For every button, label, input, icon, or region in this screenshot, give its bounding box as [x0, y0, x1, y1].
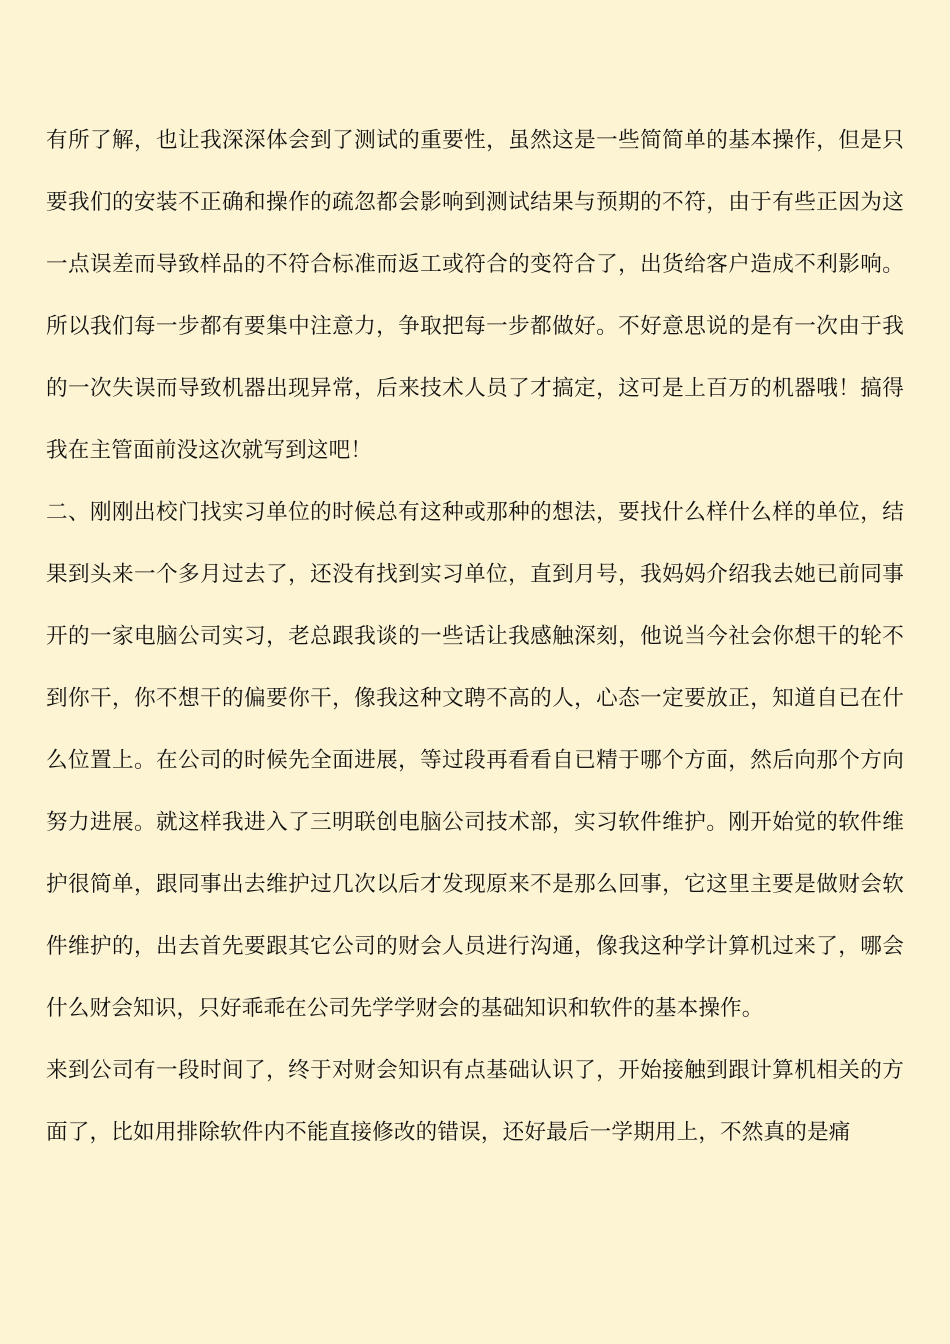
- paragraph-2: 二、刚刚出校门找实习单位的时候总有这种或那种的想法，要找什么样什么样的单位，结果到头来一个多月过去了，还没有找到实习单位，直到月号，我妈妈介绍我去她已前同事开的一家电脑公司实习，老总跟我谈的一些话让我感触深刻，他说当今社会你想干的轮不到你干，你不想干的偏要你干，像我这种文聘不高的人，心态一定要放正，知道自已在什么位置上。在公司的时候先全面进展，等过段再看看自已精于哪个方面，然后向那个方向努力进展。就这样我进入了三明联创电脑公司技术部，实习软件维护。刚开始觉的软件维护很简单，跟同事出去维护过几次以后才发现原来不是那么回事，它这里主要是做财会软件维护的，出去首先要跟其它公司的财会人员进行沟通，像我这种学计算机过来了，哪会什么财会知识，只好乖乖在公司先学学财会的基础知识和软件的基本操作。: [46, 500, 904, 1021]
- paragraph-3: 来到公司有一段时间了，终于对财会知识有点基础认识了，开始接触到跟计算机相关的方面了，比如用排除软件内不能直接修改的错误，还好最后一学期用上，不然真的是痛: [46, 1058, 904, 1145]
- paragraph-1: 有所了解，也让我深深体会到了测试的重要性，虽然这是一些简简单的基本操作，但是只要我们的安装不正确和操作的疏忽都会影响到测试结果与预期的不符，由于有些正因为这一点误差而导致样品的不符合标准而返工或符合的变符合了，出货给客户造成不利影响。所以我们每一步都有要集中注意力，争取把每一步都做好。不好意思说的是有一次由于我的一次失误而导致机器出现异常，后来技术人员了才搞定，这可是上百万的机器哦！搞得我在主管面前没这次就写到这吧！: [46, 128, 904, 463]
